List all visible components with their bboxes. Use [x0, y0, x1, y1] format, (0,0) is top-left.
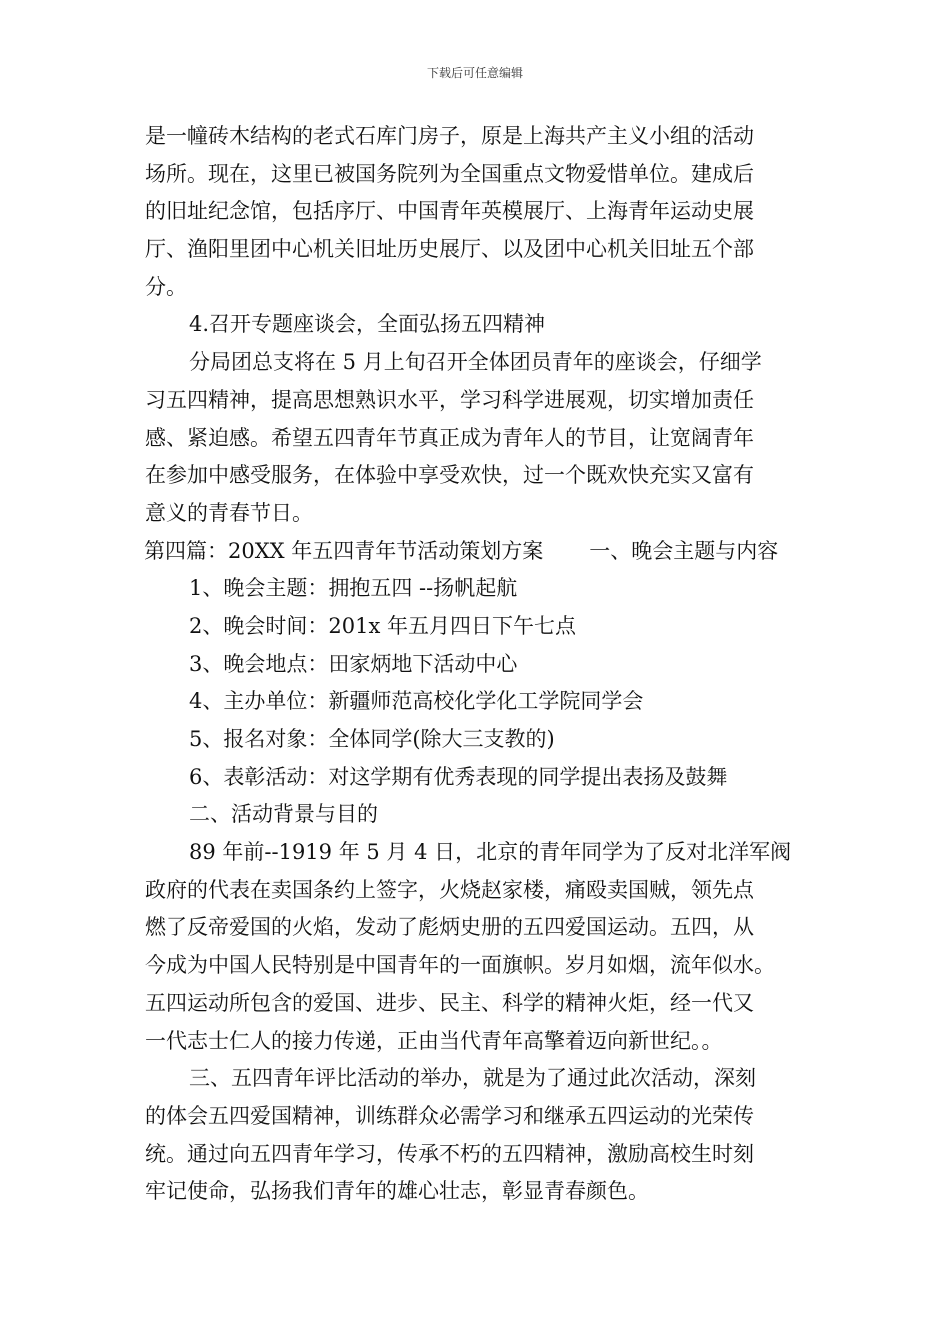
text-line: [145, 646, 835, 684]
text-line: [145, 909, 835, 947]
text-line: [145, 1098, 835, 1136]
text-line: [145, 872, 835, 910]
line-text: 在参加中感受服务，在体验中享受欢快，过一个既欢快充实又富有: [145, 463, 754, 488]
line-text: 统。通过向五四青年学习，传承不朽的五四精神，激励高校生时刻: [145, 1141, 754, 1166]
line-text: 5、报名对象：全体同学(除大三支教的): [189, 727, 555, 751]
text-line: [145, 1023, 835, 1061]
text-line: [145, 231, 835, 269]
line-text: 89 年前--1919 年 5 月 4 日，北京的青年同学为了反对北洋军阀: [189, 840, 792, 865]
text-line: [145, 608, 835, 646]
line-text: 的旧址纪念馆，包括序厅、中国青年英模展厅、上海青年运动史展: [145, 199, 754, 224]
line-text: 4.召开专题座谈会，全面弘扬五四精神: [189, 312, 546, 337]
line-text: 6、表彰活动：对这学期有优秀表现的同学提出表扬及鼓舞: [189, 764, 728, 789]
text-line: [145, 985, 835, 1023]
text-line: [145, 457, 835, 495]
line-text: 习五四精神，提高思想熟识水平，学习科学进展观，切实增加责任: [145, 387, 754, 412]
line-text: 燃了反帝爱国的火焰，发动了彪炳史册的五四爱国运动。五四，从: [145, 915, 754, 940]
text-line: [145, 269, 835, 307]
text-line: [145, 570, 835, 608]
text-line: [145, 156, 835, 194]
line-text: 一代志士仁人的接力传递，正由当代青年高擎着迈向新世纪。。: [145, 1028, 723, 1053]
text-line: [145, 420, 835, 458]
text-line: [145, 306, 835, 344]
text-line: [145, 834, 835, 872]
line-text: 1、晚会主题：拥抱五四 --扬帆起航: [189, 576, 518, 601]
line-text: 第四篇：20XX 年五四青年节活动策划方案: [144, 538, 544, 563]
line-text-continued: 一、晚会主题与内容: [589, 538, 779, 563]
line-text: 厅、渔阳里团中心机关旧址历史展厅、以及团中心机关旧址五个部: [145, 237, 754, 262]
document-body: [145, 118, 835, 1211]
text-line: [145, 1136, 835, 1174]
line-text: 政府的代表在卖国条约上签字，火烧赵家楼，痛殴卖国贼，领先点: [145, 877, 754, 902]
text-line: [145, 193, 835, 231]
text-line: [145, 759, 835, 797]
text-line: [145, 1173, 835, 1211]
line-text: 二、活动背景与目的: [189, 802, 378, 827]
line-text: 3、晚会地点：田家炳地下活动中心: [189, 651, 518, 676]
text-line: [145, 495, 835, 533]
line-text: 2、晚会时间：201x 年五月四日下午七点: [189, 613, 576, 638]
text-line: [145, 796, 835, 834]
line-text: 今成为中国人民特别是中国青年的一面旗帜。岁月如烟，流年似水。: [145, 953, 775, 978]
text-line: [145, 118, 835, 156]
text-line: [145, 344, 835, 382]
line-text: 三、五四青年评比活动的举办，就是为了通过此次活动，深刻: [189, 1066, 756, 1091]
text-line: [145, 947, 835, 985]
text-line: [145, 382, 835, 420]
line-text: 意义的青春节日。: [145, 500, 313, 525]
text-line: [145, 721, 835, 759]
text-line: [145, 1060, 835, 1098]
line-text: 场所。现在，这里已被国务院列为全国重点文物爱惜单位。建成后: [145, 161, 754, 186]
line-text: 4、主办单位：新疆师范高校化学化工学院同学会: [189, 689, 644, 714]
line-text: 是一幢砖木结构的老式石库门房子，原是上海共产主义小组的活动: [145, 124, 754, 148]
line-text: 牢记使命，弘扬我们青年的雄心壮志，彰显青春颜色。: [145, 1179, 649, 1204]
line-text: 五四运动所包含的爱国、进步、民主、科学的精神火炬，经一代又: [145, 990, 754, 1015]
page-header: 下载后可任意编辑: [426, 66, 523, 80]
text-line: [145, 683, 835, 721]
line-text: 感、紧迫感。希望五四青年节真正成为青年人的节目，让宽阔青年: [145, 425, 754, 450]
line-text: 分局团总支将在 5 月上旬召开全体团员青年的座谈会，仔细学: [189, 350, 762, 375]
line-text: 的体会五四爱国精神，训练群众必需学习和继承五四运动的光荣传: [145, 1103, 754, 1128]
text-line: [144, 533, 835, 571]
line-text: 分。: [145, 274, 187, 299]
